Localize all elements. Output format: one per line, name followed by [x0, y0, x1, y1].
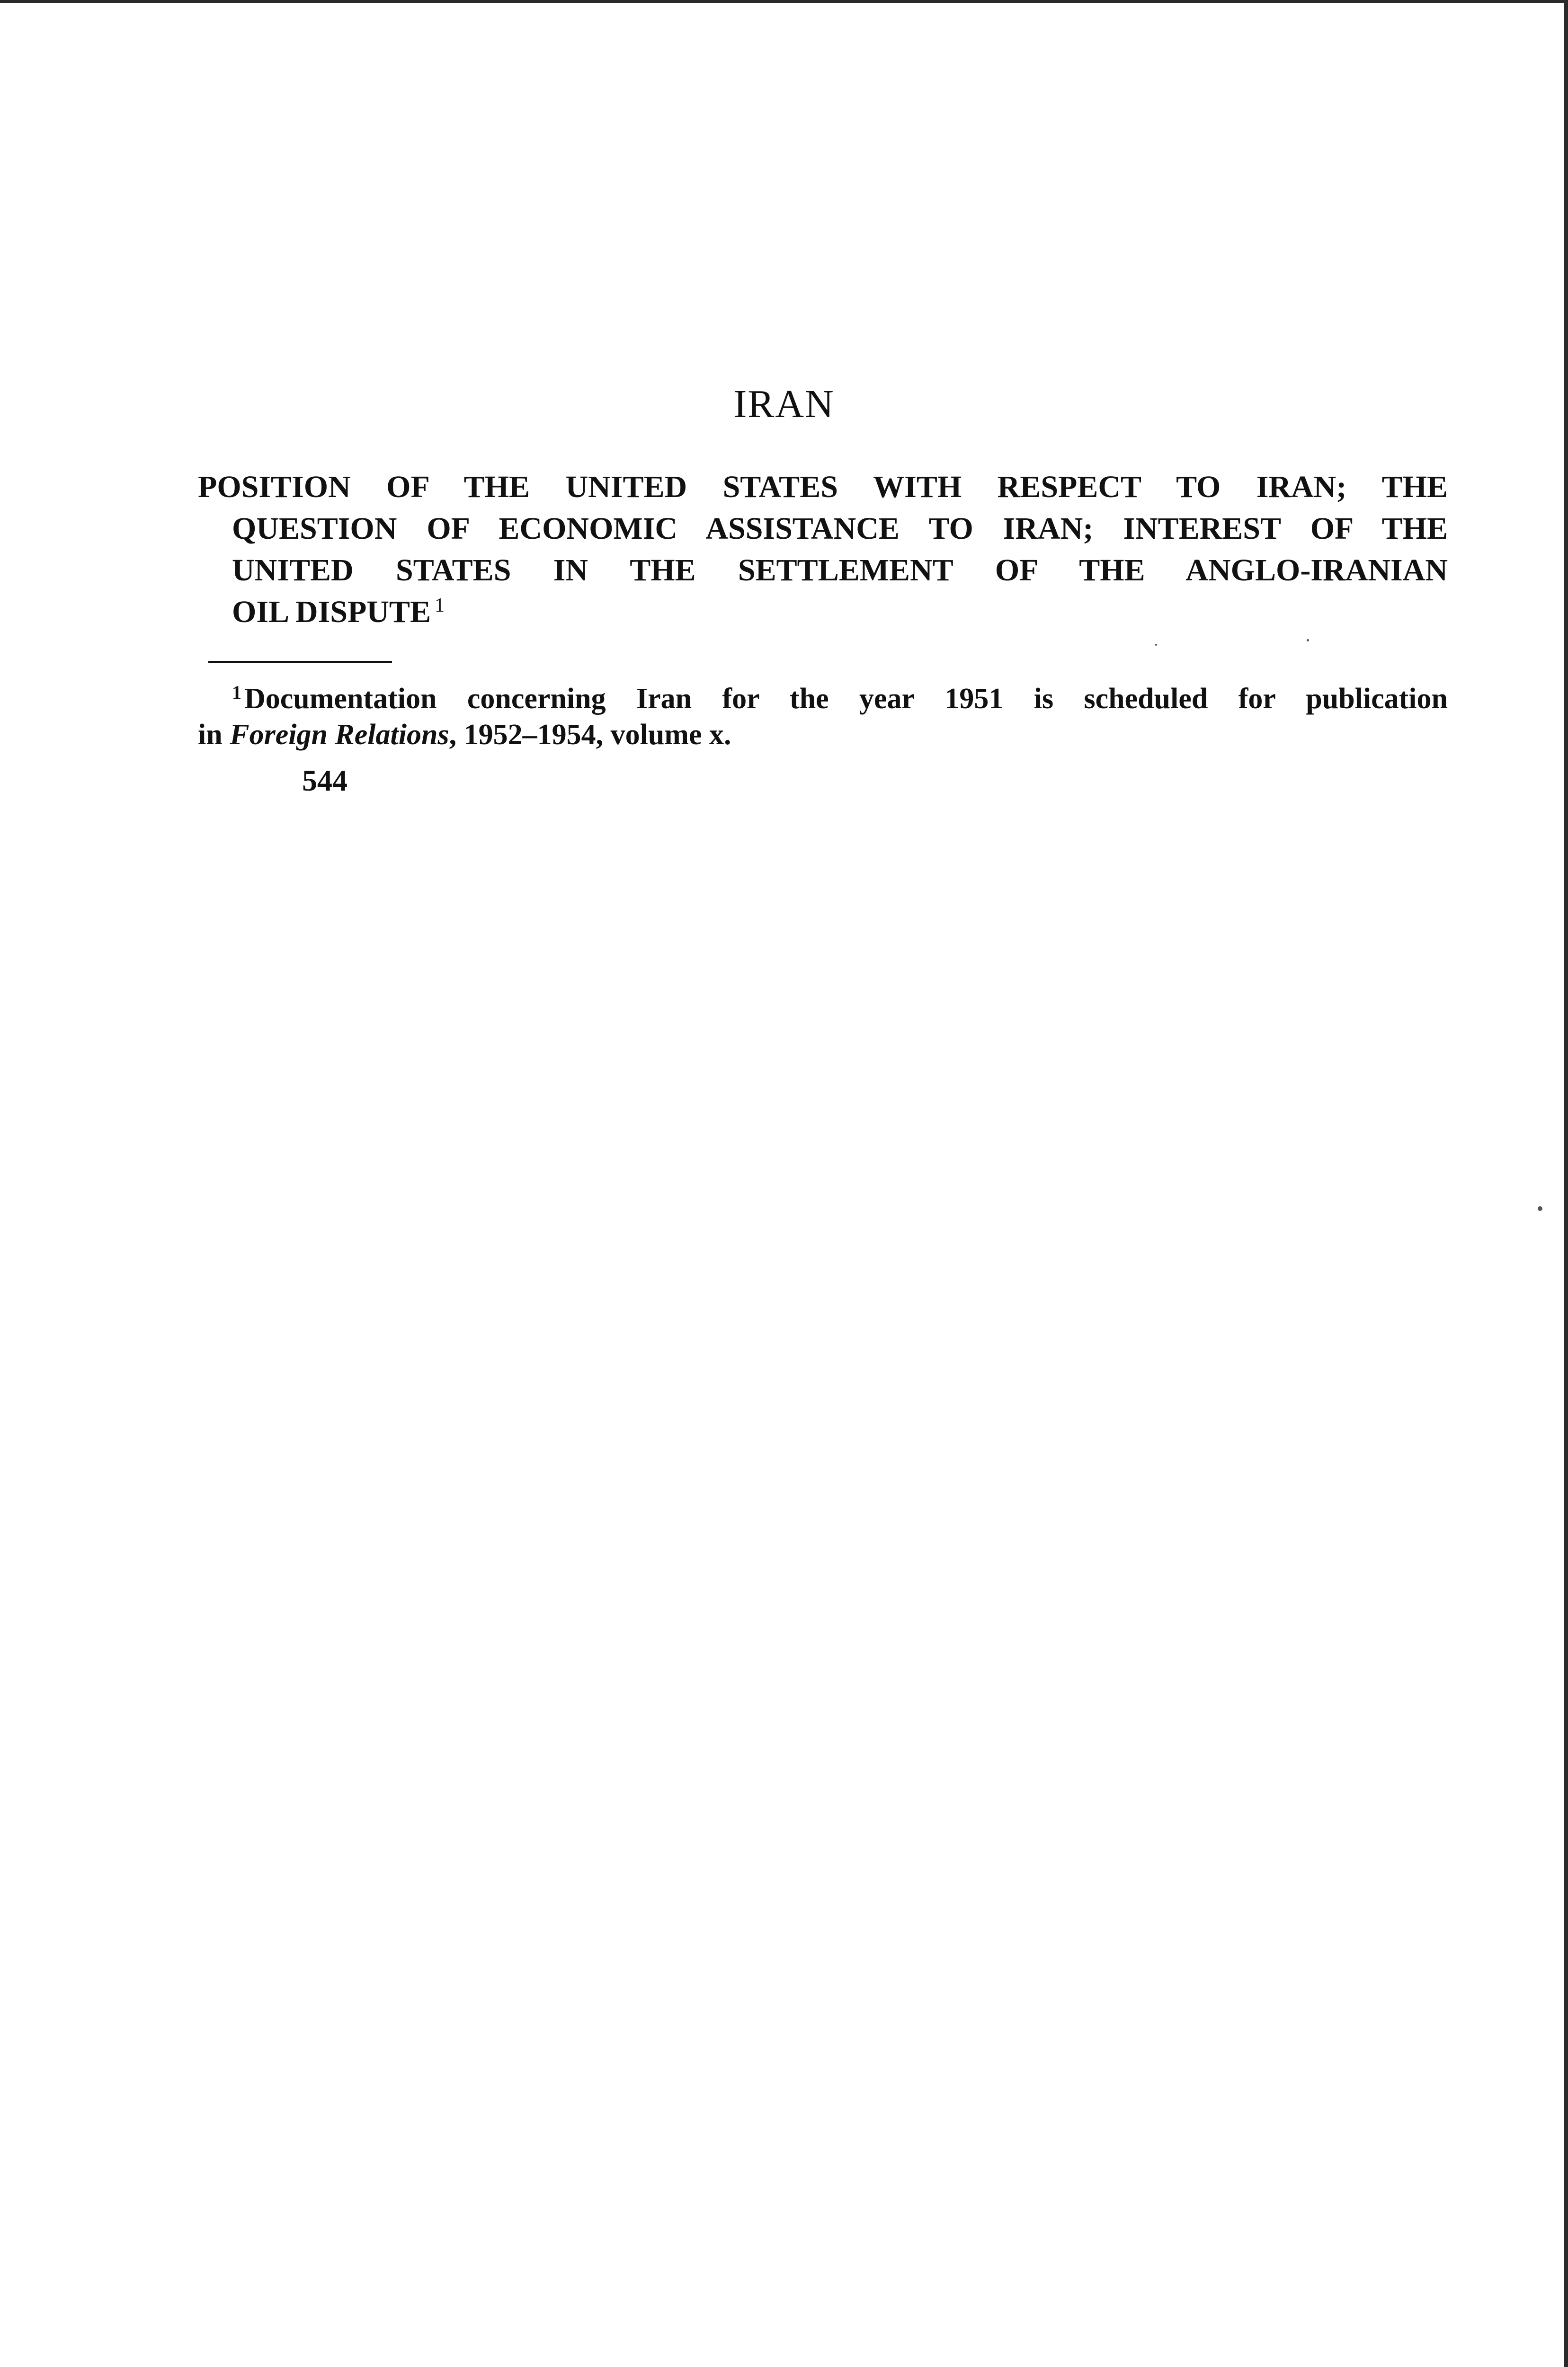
- footnote-line-1-text: Documentation concerning Iran for the year 1951 is scheduled for publication: [244, 683, 1448, 715]
- section-title: [198, 466, 1448, 633]
- section-title-line-4-text: OIL DISPUTE: [232, 595, 431, 629]
- footnote-marker: 1: [232, 682, 241, 703]
- page-heading: IRAN: [733, 382, 835, 426]
- footnote-line-2-prefix: in: [198, 719, 230, 751]
- scan-speck: [1155, 644, 1157, 646]
- title-footnote-marker: 1: [434, 595, 445, 616]
- section-title-line-2: QUESTION OF ECONOMIC ASSISTANCE TO IRAN; INTEREST OF THE: [232, 511, 1448, 546]
- footnote: [198, 681, 1448, 753]
- scan-speck: [1307, 639, 1309, 641]
- footnote-line-2: [198, 717, 1448, 753]
- section-title-line-3: UNITED STATES IN THE SETTLEMENT OF THE ANGLO-IRANIAN: [232, 553, 1448, 587]
- scan-speck: [1538, 1206, 1542, 1211]
- scan-edge-right: [1564, 0, 1568, 2367]
- footnote-publication-title: Foreign Relations: [230, 719, 449, 751]
- section-title-line-1: POSITION OF THE UNITED STATES WITH RESPECT TO IRAN; THE: [198, 470, 1448, 504]
- page-number: 544: [302, 764, 347, 797]
- section-title-line-4: [198, 591, 1448, 633]
- footnote-line-2-suffix: , 1952–1954, volume x.: [449, 719, 731, 751]
- scan-edge-top: [0, 0, 1568, 3]
- footnote-rule: [208, 661, 392, 663]
- footnote-line-1: [198, 681, 1448, 717]
